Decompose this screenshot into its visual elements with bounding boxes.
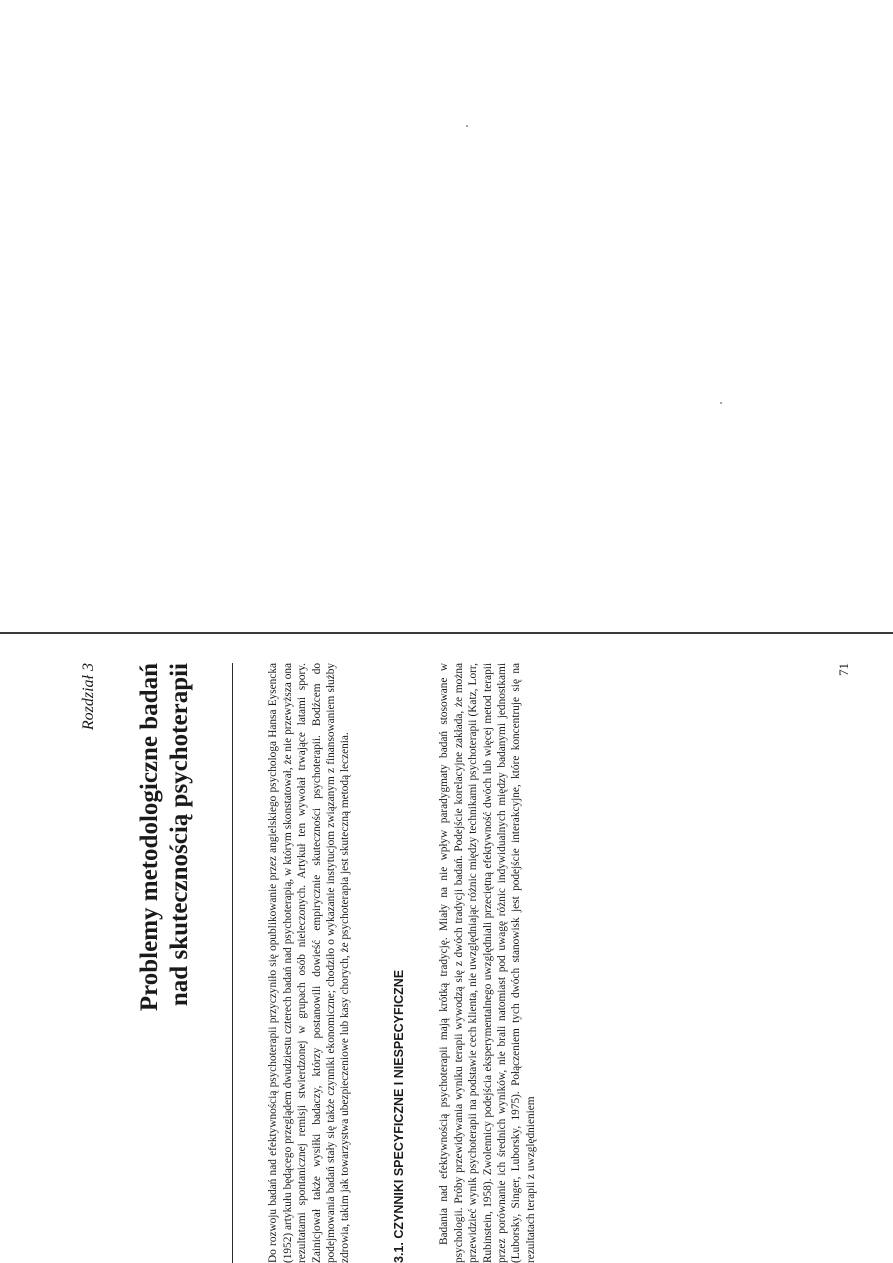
page-number: 71 bbox=[836, 663, 851, 676]
intro-paragraph: Do rozwoju badań nad efektywnością psychoterapii przyczyniło się opublikowanie przez angielskiego psychologa Hansa Eysencka (1952) artykułu będącego przeglądem dwudziestu czterech badań nad psychoterapią, w którym skonstatował, że nie przewyższa ona rezultatami spontanicznej remisji stwierdzonej w grupach osób nieleczonych. Artykuł ten wywołał trwające latami spory. Zainicjował także wysiłki badaczy, którzy postanowili dowieść empirycznie skuteczności psychoterapii. Bodźcem do podejmowania badań stały się także czynniki ekonomiczne; chodziło o wykazanie instytucjom związanym z finansowaniem służby zdrowia, takim jak towarzystwa ubezpieczeniowe lub kasy chorych, że psychoterapia jest skuteczną metodą leczenia. bbox=[267, 663, 352, 1263]
scan-fold-line bbox=[0, 632, 893, 634]
chapter-title-line-2: nad skutecznością psychoterapii bbox=[166, 663, 193, 1007]
chapter-label: Rozdział 3 bbox=[80, 663, 97, 731]
section-heading: 3.1. CZYNNIKI SPECYFICZNE I NIESPECYFICZNE bbox=[392, 969, 406, 1263]
chapter-title bbox=[135, 663, 195, 1263]
scan-speck bbox=[466, 125, 468, 127]
scan-speck bbox=[720, 402, 722, 404]
page-content bbox=[40, 663, 870, 1263]
chapter-title-line-1: Problemy metodologiczne badań bbox=[136, 663, 163, 1012]
title-rule bbox=[232, 663, 233, 1263]
section-paragraph: Badania nad efektywnością psychoterapii mają krótką tradycję. Miały na nie wpływ paradygmaty badań stosowane w psychologii. Próby przewidywania wyniku terapii wywodzą się z dwóch tradycji badań. Podejście korelacyjne zakłada, że można przewidzieć wynik psychoterapii na podstawie cech klienta, nie uwzględniając różnic między technikami psychoterapii (Katz, Lorr, Rubinstein, 1958). Zwolennicy podejścia eksperymentalnego uwzględniali przeciętną efektywność dwóch lub więcej metod terapii przez porównanie ich średnich wyników, nie brali natomiast pod uwagę różnic indywidualnych między badanymi jednostkami (Luborsky, Singer, Luborsky, 1975). Połączeniem tych dwóch stanowisk jest podejście interakcyjne, które koncentruje się na rezultatach terapii z uwzględnieniem bbox=[438, 663, 537, 1263]
rotated-book-page bbox=[40, 663, 870, 1263]
